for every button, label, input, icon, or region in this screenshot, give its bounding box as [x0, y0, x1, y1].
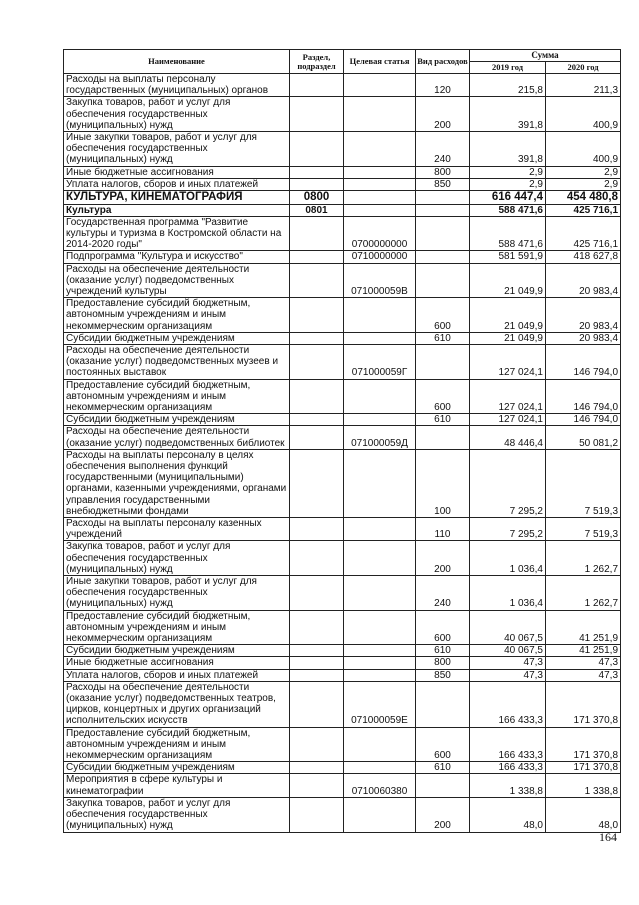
cell-name: Иные бюджетные ассигнования [64, 657, 290, 669]
cell-2020: 41 251,9 [546, 610, 621, 645]
cell-expense-type [416, 774, 470, 797]
cell-2020: 2,9 [546, 178, 621, 190]
cell-target [344, 379, 416, 414]
cell-2019: 391,8 [470, 132, 546, 167]
cell-section [290, 132, 344, 167]
cell-name: Иные закупки товаров, работ и услуг для обеспечения государственных (муниципальных) нужд [64, 132, 290, 167]
cell-name: Субсидии бюджетным учреждениям [64, 645, 290, 657]
cell-2019: 127 024,1 [470, 344, 546, 379]
header-sum: Сумма [470, 50, 621, 62]
cell-expense-type: 200 [416, 541, 470, 576]
cell-2020: 7 519,3 [546, 449, 621, 517]
cell-name: Предоставление субсидий бюджетным, автономным учреждениям и иным некоммерческим организациям [64, 727, 290, 762]
cell-target: 071000059Г [344, 344, 416, 379]
cell-2019: 127 024,1 [470, 414, 546, 426]
table-row [64, 774, 621, 797]
cell-name: Расходы на выплаты персоналу государственных (муниципальных) органов [64, 74, 290, 97]
cell-2019: 215,8 [470, 74, 546, 97]
cell-target [344, 797, 416, 832]
cell-2020: 418 627,8 [546, 251, 621, 263]
cell-2019: 47,3 [470, 657, 546, 669]
budget-table [63, 49, 621, 833]
table-row [64, 518, 621, 541]
cell-2020: 171 370,8 [546, 681, 621, 727]
header-year-2020: 2020 год [546, 62, 621, 74]
cell-target [344, 449, 416, 517]
cell-target [344, 610, 416, 645]
cell-2019: 581 591,9 [470, 251, 546, 263]
table-row [64, 576, 621, 611]
cell-target: 0710060380 [344, 774, 416, 797]
table-row [64, 132, 621, 167]
cell-section [290, 344, 344, 379]
cell-2019: 1 338,8 [470, 774, 546, 797]
cell-2019: 2,9 [470, 166, 546, 178]
cell-2019: 2,9 [470, 178, 546, 190]
table-row [64, 657, 621, 669]
cell-2019: 127 024,1 [470, 379, 546, 414]
cell-section [290, 669, 344, 681]
cell-expense-type: 610 [416, 645, 470, 657]
cell-2020: 454 480,8 [546, 191, 621, 205]
table-row [64, 251, 621, 263]
table-body [64, 74, 621, 833]
table-row [64, 797, 621, 832]
cell-2020: 146 794,0 [546, 414, 621, 426]
cell-name: Мероприятия в сфере культуры и кинематографии [64, 774, 290, 797]
cell-expense-type: 240 [416, 132, 470, 167]
cell-name: Предоставление субсидий бюджетным, автономным учреждениям и иным некоммерческим организациям [64, 379, 290, 414]
cell-target [344, 762, 416, 774]
cell-target [344, 669, 416, 681]
cell-target [344, 298, 416, 333]
cell-expense-type: 610 [416, 762, 470, 774]
cell-expense-type: 120 [416, 74, 470, 97]
cell-2019: 40 067,5 [470, 610, 546, 645]
cell-name: Расходы на обеспечение деятельности (оказание услуг) подведомственных музеев и постоянных выставок [64, 344, 290, 379]
cell-expense-type: 600 [416, 379, 470, 414]
table-row [64, 263, 621, 298]
cell-2019: 166 433,3 [470, 681, 546, 727]
cell-2020: 50 081,2 [546, 426, 621, 449]
table-row [64, 344, 621, 379]
table-row [64, 681, 621, 727]
cell-expense-type: 800 [416, 657, 470, 669]
cell-target [344, 518, 416, 541]
cell-expense-type [416, 263, 470, 298]
table-row [64, 645, 621, 657]
cell-section [290, 216, 344, 251]
table-row [64, 97, 621, 132]
cell-name: КУЛЬТУРА, КИНЕМАТОГРАФИЯ [64, 191, 290, 205]
cell-2020: 41 251,9 [546, 645, 621, 657]
cell-name: Уплата налогов, сборов и иных платежей [64, 669, 290, 681]
cell-2020: 146 794,0 [546, 379, 621, 414]
cell-2019: 166 433,3 [470, 762, 546, 774]
table-row [64, 178, 621, 190]
cell-expense-type: 240 [416, 576, 470, 611]
table-row [64, 332, 621, 344]
cell-section [290, 379, 344, 414]
cell-2020: 425 716,1 [546, 204, 621, 216]
cell-expense-type: 800 [416, 166, 470, 178]
cell-name: Закупка товаров, работ и услуг для обеспечения государственных (муниципальных) нужд [64, 541, 290, 576]
cell-expense-type: 110 [416, 518, 470, 541]
cell-name: Предоставление субсидий бюджетным, автономным учреждениям и иным некоммерческим организациям [64, 298, 290, 333]
table-row [64, 610, 621, 645]
cell-name: Расходы на выплаты персоналу в целях обеспечения выполнения функций государственными (муниципальными) органами, казенными учреждениями, органами управления государственными внебюджетными фондами [64, 449, 290, 517]
cell-2020: 211,3 [546, 74, 621, 97]
cell-section [290, 762, 344, 774]
cell-section [290, 74, 344, 97]
cell-section [290, 426, 344, 449]
cell-section [290, 657, 344, 669]
cell-name: Культура [64, 204, 290, 216]
cell-target [344, 414, 416, 426]
table-row [64, 379, 621, 414]
cell-target [344, 657, 416, 669]
cell-section [290, 166, 344, 178]
cell-expense-type: 600 [416, 727, 470, 762]
cell-2020: 1 338,8 [546, 774, 621, 797]
header-section: Раздел, подраздел [290, 50, 344, 74]
cell-section [290, 251, 344, 263]
cell-section [290, 298, 344, 333]
table-row [64, 414, 621, 426]
cell-2019: 48,0 [470, 797, 546, 832]
cell-2020: 171 370,8 [546, 762, 621, 774]
cell-expense-type: 600 [416, 298, 470, 333]
table-row [64, 166, 621, 178]
cell-expense-type: 850 [416, 178, 470, 190]
cell-section [290, 576, 344, 611]
cell-target [344, 576, 416, 611]
cell-name: Расходы на обеспечение деятельности (оказание услуг) подведомственных библиотек [64, 426, 290, 449]
cell-expense-type [416, 344, 470, 379]
cell-section [290, 645, 344, 657]
cell-2020: 400,9 [546, 132, 621, 167]
cell-target [344, 645, 416, 657]
table-row [64, 298, 621, 333]
cell-expense-type [416, 426, 470, 449]
cell-name: Предоставление субсидий бюджетным, автономным учреждениям и иным некоммерческим организациям [64, 610, 290, 645]
table-row [64, 669, 621, 681]
cell-expense-type: 200 [416, 97, 470, 132]
cell-target: 0710000000 [344, 251, 416, 263]
cell-name: Государственная программа "Развитие культуры и туризма в Костромской области на 2014-2020 годы" [64, 216, 290, 251]
cell-2020: 425 716,1 [546, 216, 621, 251]
cell-target: 0700000000 [344, 216, 416, 251]
cell-2020: 2,9 [546, 166, 621, 178]
cell-name: Расходы на обеспечение деятельности (оказание услуг) подведомственных театров, цирков, концертных и других организаций исполнительских искусств [64, 681, 290, 727]
cell-name: Иные закупки товаров, работ и услуг для обеспечения государственных (муниципальных) нужд [64, 576, 290, 611]
cell-target [344, 74, 416, 97]
cell-2020: 7 519,3 [546, 518, 621, 541]
cell-2019: 588 471,6 [470, 204, 546, 216]
cell-2020: 1 262,7 [546, 541, 621, 576]
cell-name: Иные бюджетные ассигнования [64, 166, 290, 178]
cell-target [344, 541, 416, 576]
cell-target [344, 97, 416, 132]
table-row [64, 762, 621, 774]
cell-expense-type [416, 251, 470, 263]
cell-name: Закупка товаров, работ и услуг для обеспечения государственных (муниципальных) нужд [64, 97, 290, 132]
table-row [64, 449, 621, 517]
cell-name: Субсидии бюджетным учреждениям [64, 414, 290, 426]
cell-expense-type [416, 681, 470, 727]
cell-2020: 47,3 [546, 669, 621, 681]
cell-2019: 166 433,3 [470, 727, 546, 762]
table-header [64, 50, 621, 74]
cell-2020: 1 262,7 [546, 576, 621, 611]
cell-section [290, 178, 344, 190]
cell-expense-type: 610 [416, 414, 470, 426]
cell-expense-type [416, 216, 470, 251]
page-number: 164 [599, 830, 617, 844]
cell-expense-type: 610 [416, 332, 470, 344]
cell-2019: 47,3 [470, 669, 546, 681]
cell-2020: 20 983,4 [546, 263, 621, 298]
cell-name: Расходы на обеспечение деятельности (оказание услуг) подведомственных учреждений культуры [64, 263, 290, 298]
cell-section [290, 727, 344, 762]
cell-section [290, 449, 344, 517]
cell-expense-type: 100 [416, 449, 470, 517]
table-row [64, 541, 621, 576]
cell-name: Субсидии бюджетным учреждениям [64, 332, 290, 344]
cell-name: Субсидии бюджетным учреждениям [64, 762, 290, 774]
cell-section: 0801 [290, 204, 344, 216]
cell-target [344, 204, 416, 216]
cell-name: Подпрограмма "Культура и искусство" [64, 251, 290, 263]
cell-2020: 171 370,8 [546, 727, 621, 762]
table-row [64, 426, 621, 449]
cell-2019: 48 446,4 [470, 426, 546, 449]
cell-expense-type [416, 204, 470, 216]
cell-2019: 21 049,9 [470, 263, 546, 298]
cell-target: 071000059В [344, 263, 416, 298]
cell-name: Расходы на выплаты персоналу казенных учреждений [64, 518, 290, 541]
cell-expense-type: 600 [416, 610, 470, 645]
cell-2019: 1 036,4 [470, 541, 546, 576]
cell-section [290, 797, 344, 832]
cell-2019: 21 049,9 [470, 298, 546, 333]
cell-2020: 146 794,0 [546, 344, 621, 379]
cell-2019: 7 295,2 [470, 449, 546, 517]
cell-2020: 400,9 [546, 97, 621, 132]
cell-2019: 21 049,9 [470, 332, 546, 344]
cell-section [290, 681, 344, 727]
cell-target [344, 178, 416, 190]
cell-section: 0800 [290, 191, 344, 205]
cell-2019: 7 295,2 [470, 518, 546, 541]
cell-section [290, 774, 344, 797]
header-year-2019: 2019 год [470, 62, 546, 74]
cell-2020: 20 983,4 [546, 332, 621, 344]
cell-target [344, 191, 416, 205]
table-row [64, 216, 621, 251]
cell-name: Уплата налогов, сборов и иных платежей [64, 178, 290, 190]
cell-2020: 20 983,4 [546, 298, 621, 333]
header-expense-type: Вид расходов [416, 50, 470, 74]
cell-target [344, 332, 416, 344]
table-row [64, 74, 621, 97]
cell-section [290, 518, 344, 541]
cell-section [290, 97, 344, 132]
cell-target [344, 166, 416, 178]
cell-expense-type: 200 [416, 797, 470, 832]
cell-2020: 47,3 [546, 657, 621, 669]
cell-2019: 40 067,5 [470, 645, 546, 657]
cell-name: Закупка товаров, работ и услуг для обеспечения государственных (муниципальных) нужд [64, 797, 290, 832]
cell-2019: 391,8 [470, 97, 546, 132]
table-row [64, 204, 621, 216]
cell-target: 071000059Е [344, 681, 416, 727]
cell-expense-type [416, 191, 470, 205]
cell-section [290, 541, 344, 576]
table-row [64, 727, 621, 762]
cell-section [290, 414, 344, 426]
cell-expense-type: 850 [416, 669, 470, 681]
cell-target [344, 727, 416, 762]
cell-2019: 1 036,4 [470, 576, 546, 611]
table-row [64, 191, 621, 205]
header-target: Целевая статья [344, 50, 416, 74]
cell-section [290, 263, 344, 298]
cell-2019: 588 471,6 [470, 216, 546, 251]
cell-2020: 48,0 [546, 797, 621, 832]
cell-2019: 616 447,4 [470, 191, 546, 205]
cell-section [290, 332, 344, 344]
cell-section [290, 610, 344, 645]
cell-target: 071000059Д [344, 426, 416, 449]
cell-target [344, 132, 416, 167]
header-name: Наименование [64, 50, 290, 74]
